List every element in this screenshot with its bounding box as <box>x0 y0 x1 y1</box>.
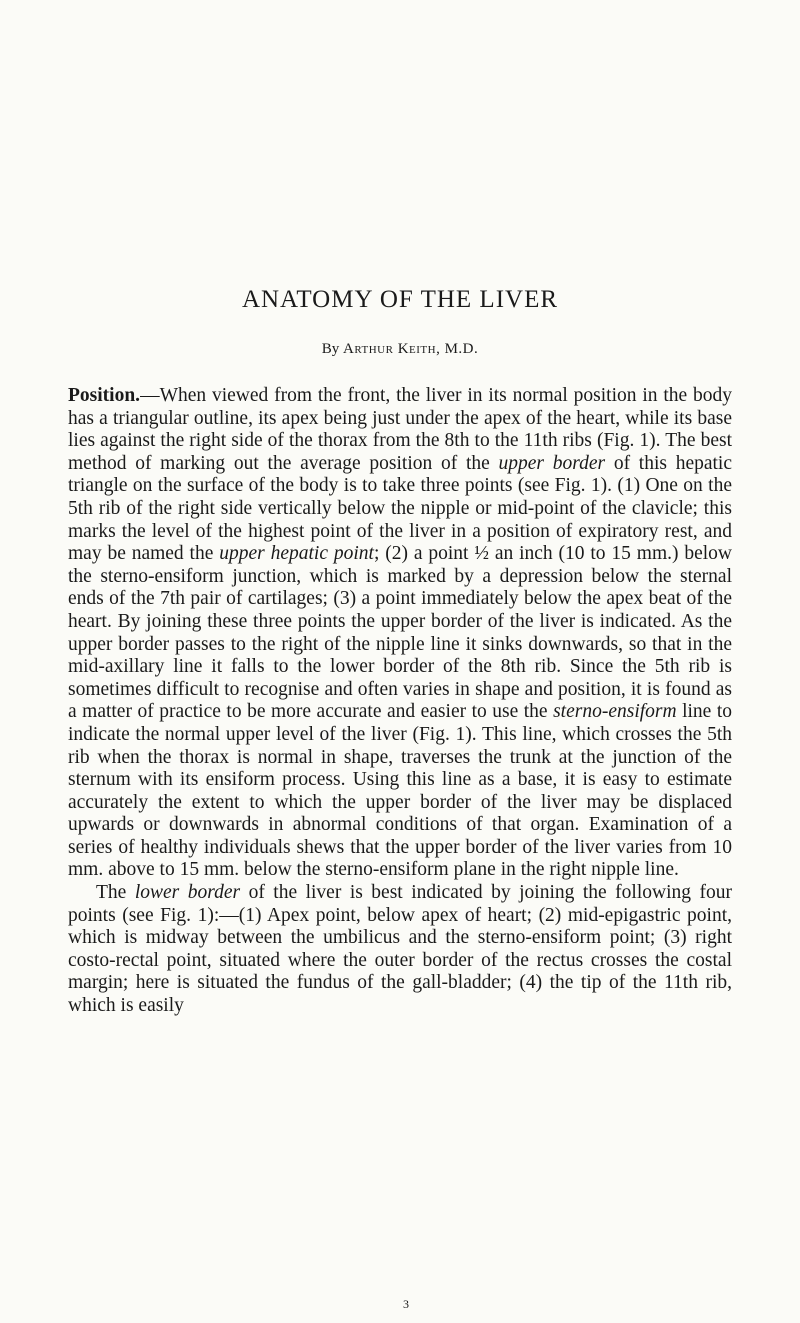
byline-prefix: By <box>321 341 343 357</box>
text-run: The <box>96 882 135 904</box>
text-run: ; (2) a point ½ an inch (10 to 15 mm.) below the sterno-ensiform junction, which is marked by a depression below the sternal ends of the 7th pair of cartilages; (3) a point immediately below the apex beat of the heart. By joining these three points the upper border of the liver is indicated. As the upper border passes to the right of the nipple line it sinks downwards, so that in the mid-axillary line it falls to the lower border of the 8th rib. Since the 5th rib is sometimes difficult to recognise and often varies in shape and position, it is found as a matter of practice to be more accurate and easier to use the <box>68 543 733 723</box>
text-run: line to indicate the normal upper level of the liver (Fig. 1). This line, which crosses the 5th rib when the thorax is normal in shape, traverses the trunk at the junction of the sternum with its ensiform process. Using this line as a base, it is easy to estimate accurately the extent to which the upper border of the liver may be displaced upwards or downwards in abnormal conditions of that organ. Examination of a series of healthy individuals shews that the upper border of the liver varies from 10 mm. above to 15 mm. below the sterno-ensiform plane in the right nipple line. <box>68 701 732 881</box>
byline <box>0 341 800 358</box>
paragraph-lower-border <box>68 882 732 1018</box>
paragraph-position <box>68 385 732 882</box>
section-heading-position: Position. <box>68 385 141 406</box>
article-body <box>68 385 732 1018</box>
emphasis-lower-border: lower border <box>134 882 241 904</box>
emphasis-sterno-ensiform: sterno-ensiform <box>553 701 677 723</box>
article-title: ANATOMY OF THE LIVER <box>241 286 559 313</box>
text-run: of the liver is best indicated by joining the following four points (see Fig. 1):—(1) Apex point, below apex of heart; (2) mid-epigastric point, which is midway between the umbilicus and the sterno-ensiform point; (3) right costo-rectal point, situated where the outer border of the rectus crosses the costal margin; here is situated the fundus of the gall-bladder; (4) the tip of the 11th rib, which is easily <box>68 882 732 1017</box>
emphasis-upper-hepatic-point: upper hepatic point <box>219 543 374 565</box>
text-run: of this hepatic triangle on the surface of the body is to take three points (see Fig. 1). (1) One on the 5th rib of the right side vertically below the nipple or mid-point of the clavicle; this marks the level of the highest point of the liver in a position of expiratory rest, and may be named the <box>68 452 733 565</box>
author-name: Arthur Keith, M.D. <box>343 341 479 357</box>
page-number: 3 <box>403 1297 409 1311</box>
text-run: —When viewed from the front, the liver in its normal position in the body has a triangular outline, its apex being just under the apex of the heart, while its base lies against the right side of the thorax from the 8th to the 11th ribs (Fig. 1). The best method of marking out the average position of the <box>68 385 732 474</box>
emphasis-upper-border: upper border <box>498 452 606 474</box>
